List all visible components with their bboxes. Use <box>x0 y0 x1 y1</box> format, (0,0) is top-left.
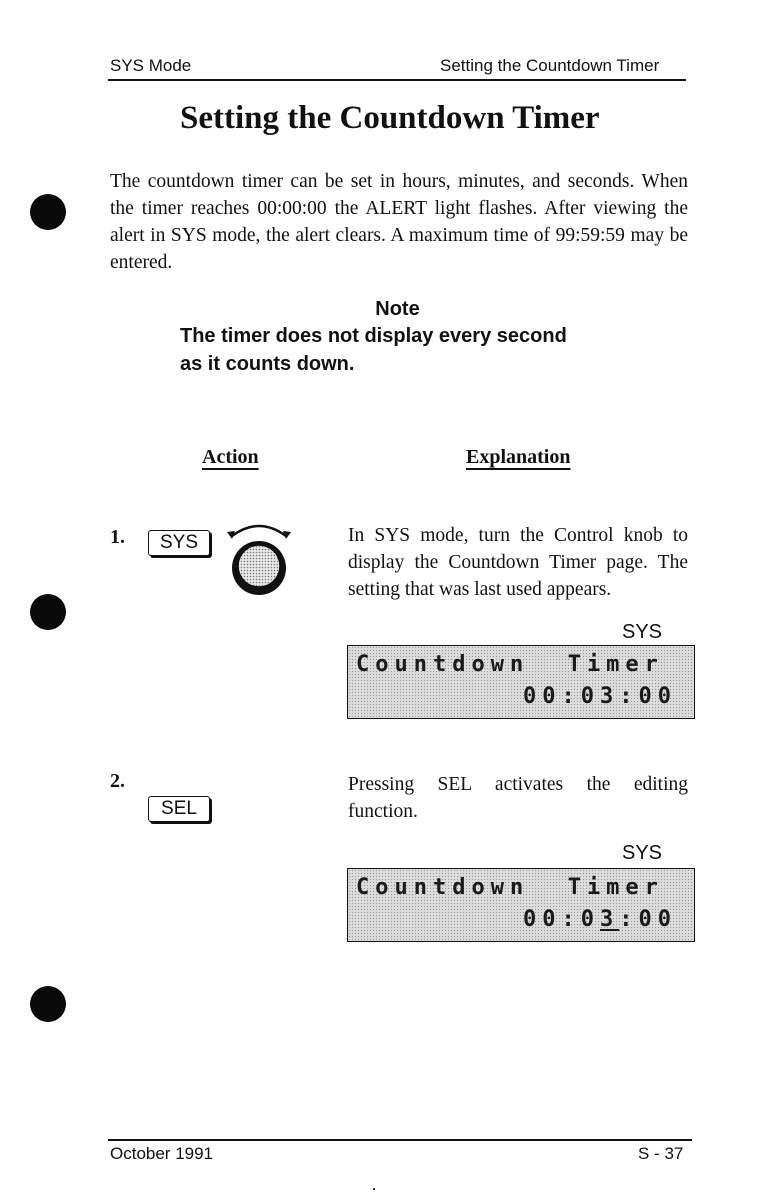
note-line-1: The timer does not display every second <box>180 325 567 347</box>
explanation-column-heading: Explanation <box>466 446 571 468</box>
lcd-minutes: 03 <box>580 684 620 709</box>
note-heading: Note <box>375 298 420 320</box>
intro-paragraph: The countdown timer can be set in hours, minutes, and seconds. When the timer reaches 00:00:00 the ALERT light flashes. After viewing the alert in SYS mode, the alert clears. A maximum time of 99:59:59 may be entered. <box>110 171 688 273</box>
lcd-edit-cursor-digit: 3 <box>600 907 620 932</box>
sel-key-button: SEL <box>148 796 210 822</box>
binder-hole-bottom <box>30 986 66 1022</box>
print-speck <box>373 1188 375 1190</box>
action-column-heading: Action <box>202 446 259 468</box>
lcd-separator: : <box>561 684 581 709</box>
running-header-section: SYS Mode <box>110 56 192 75</box>
step-2-number: 2. <box>110 770 125 792</box>
step-1-number: 1. <box>110 526 125 548</box>
lcd-separator: : <box>619 907 639 932</box>
lcd-seconds: 00 <box>638 684 677 709</box>
sys-key-button: SYS <box>148 530 210 556</box>
lcd-hours: 00 <box>523 907 562 932</box>
page-number: S - 37 <box>638 1144 684 1163</box>
footer-date: October 1991 <box>110 1144 214 1163</box>
step-2-explanation: Pressing SEL activates the editing function. <box>348 774 688 822</box>
binder-hole-top <box>30 194 66 230</box>
step-1-lcd-display <box>347 645 695 719</box>
step-2-display-mode-label: SYS <box>622 842 663 864</box>
lcd-separator: : <box>619 684 639 709</box>
step-2-lcd-display <box>347 868 695 942</box>
header-rule <box>108 79 686 81</box>
binder-hole-middle <box>30 594 66 630</box>
footer-rule <box>108 1139 692 1141</box>
lcd-separator: : <box>561 907 581 932</box>
lcd-seconds: 00 <box>638 907 677 932</box>
page-title: Setting the Countdown Timer <box>180 100 600 136</box>
step-1-lcd-line-1: Countdown Timer <box>356 652 664 677</box>
note-line-2: as it counts down. <box>180 353 355 375</box>
step-2-lcd-line-2 <box>523 907 677 932</box>
step-2-lcd-line-1: Countdown Timer <box>356 875 664 900</box>
step-1-display-mode-label: SYS <box>622 621 663 643</box>
lcd-hours: 00 <box>523 684 562 709</box>
running-header-topic: Setting the Countdown Timer <box>440 56 660 75</box>
step-1-lcd-line-2 <box>523 684 677 709</box>
step-1-explanation: In SYS mode, turn the Control knob to display the Countdown Timer page. The setting that was last used appears. <box>348 525 688 600</box>
control-knob-icon <box>222 518 296 600</box>
lcd-minutes-tens: 0 <box>580 907 600 932</box>
